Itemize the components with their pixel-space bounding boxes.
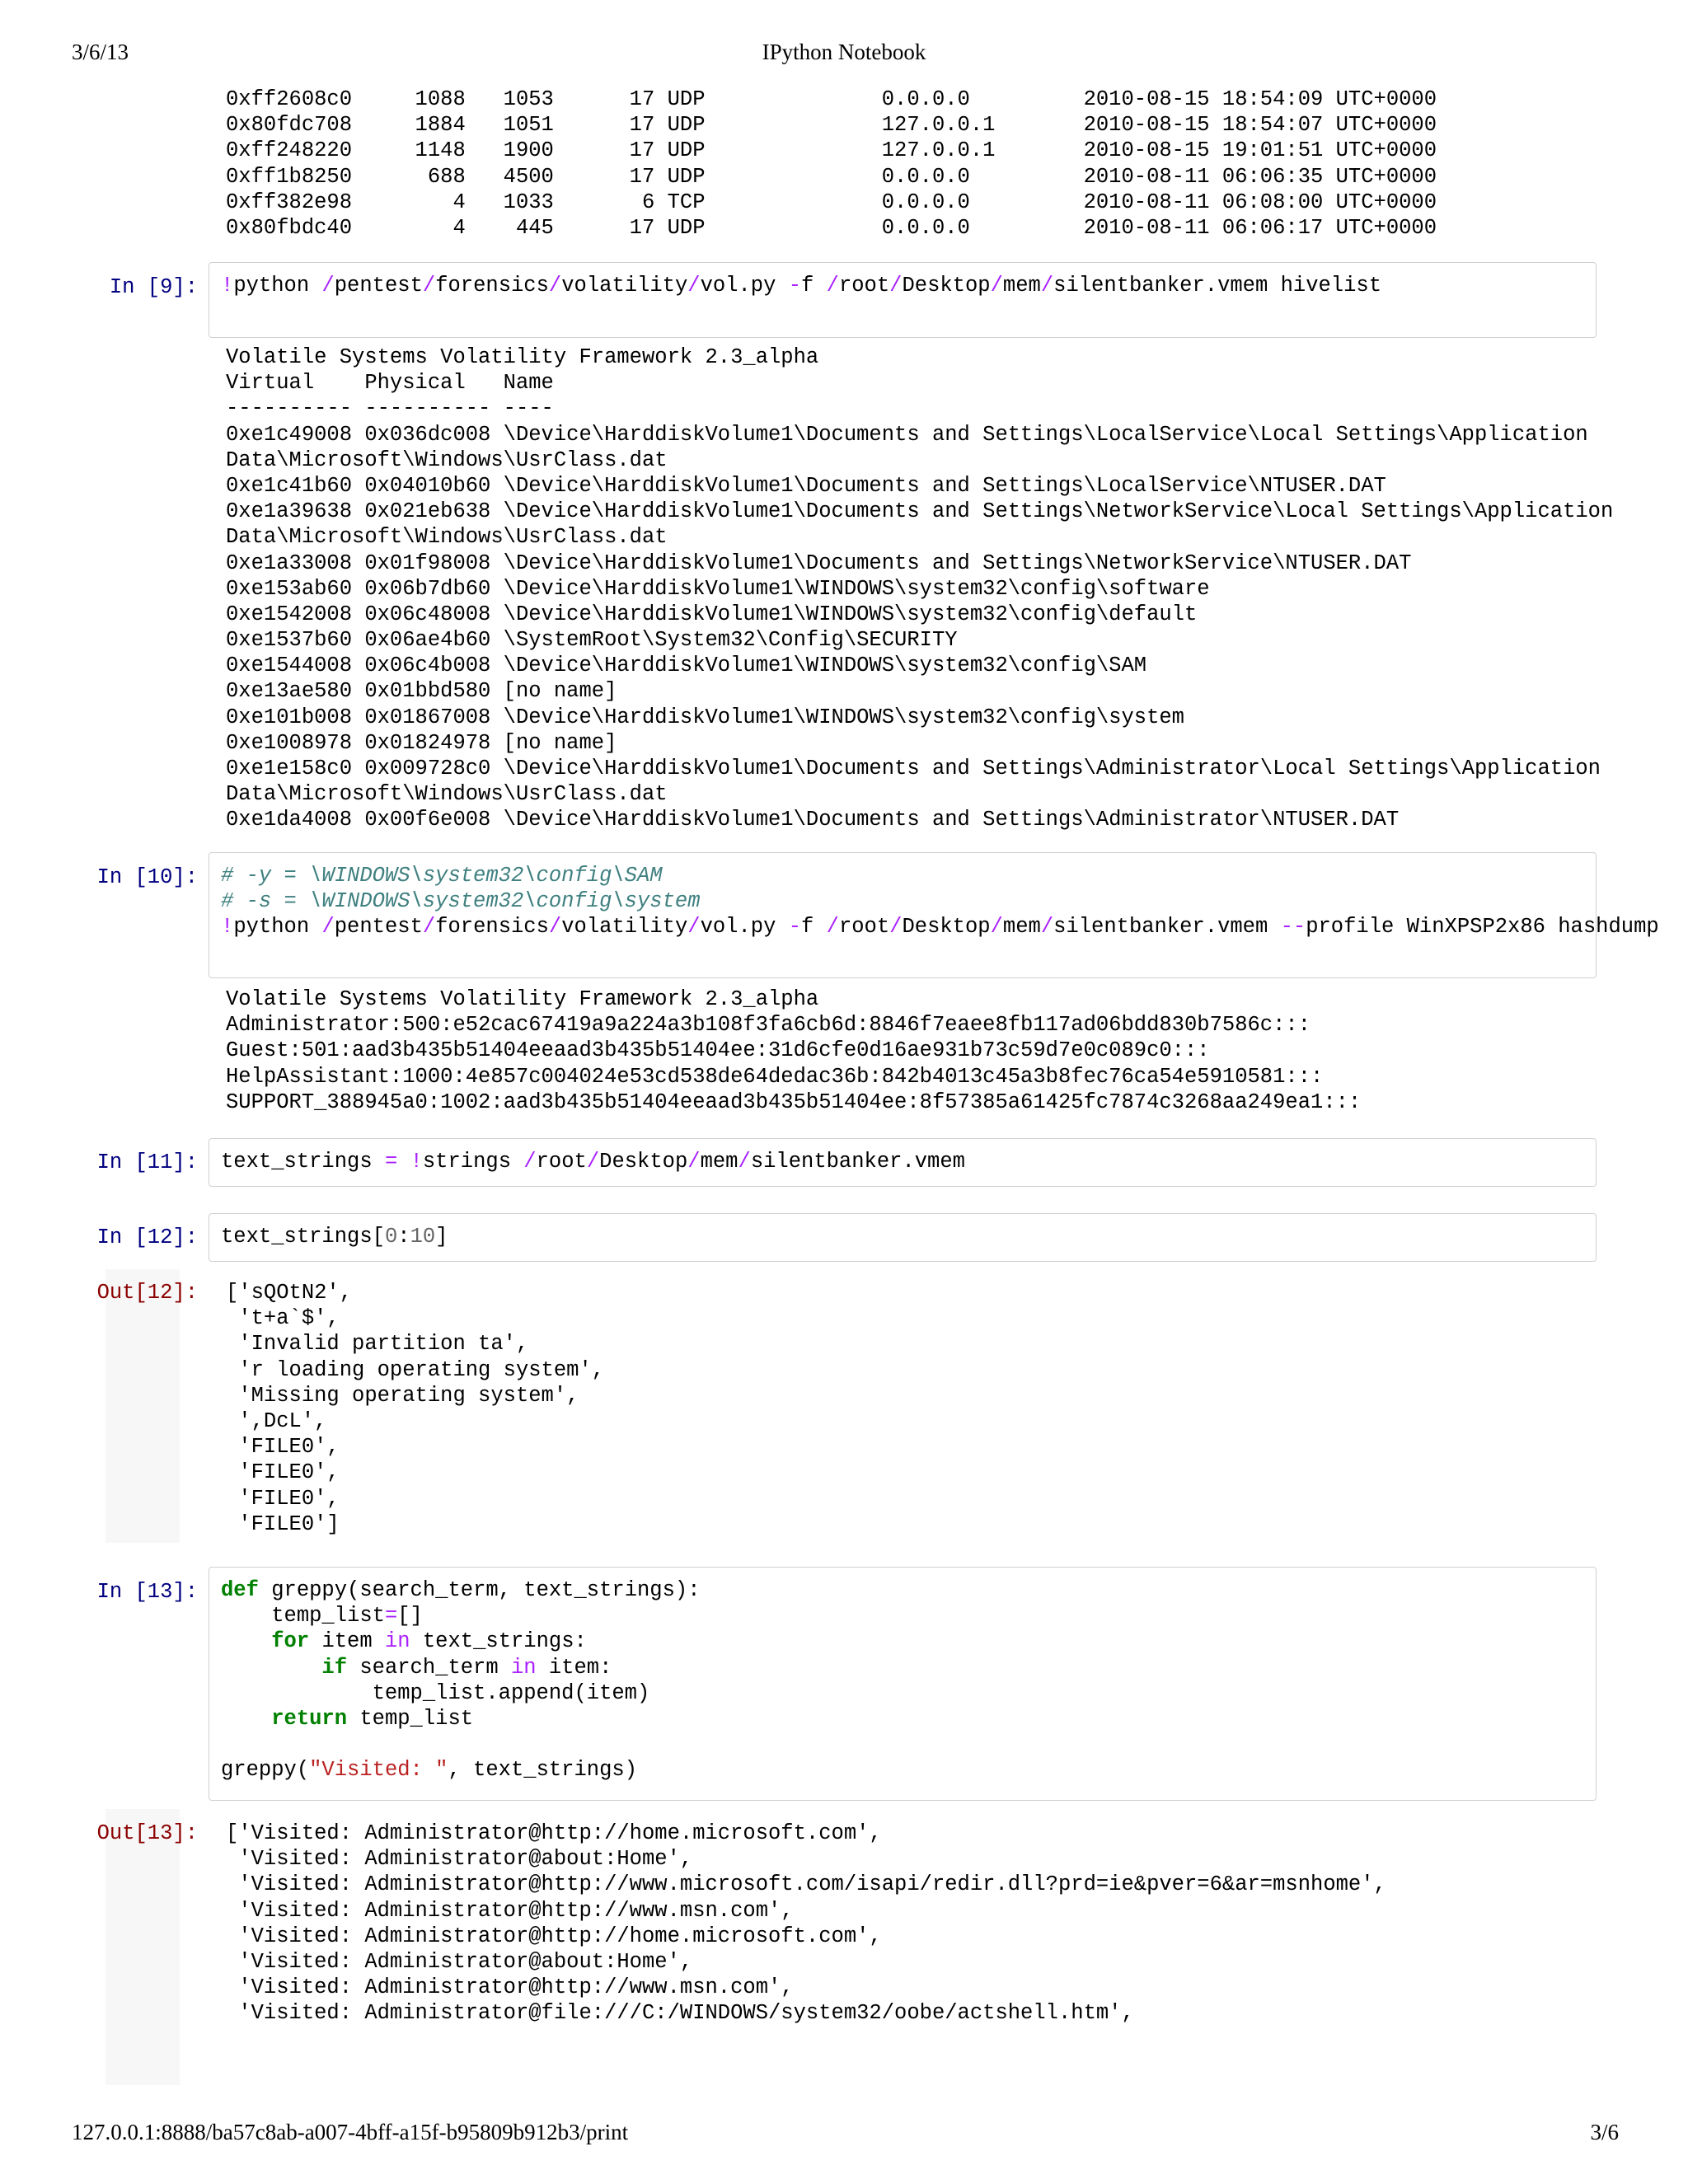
- code-token: /: [321, 274, 335, 298]
- code-token: search_term: [347, 1655, 511, 1680]
- output-line: 'Visited: Administrator@about:Home',: [226, 1847, 693, 1872]
- code-line: [221, 1629, 1596, 1654]
- print-header: [0, 40, 1688, 73]
- output-line: Guest:501:aad3b435b51404eeaad3b435b51404ee:31d6cfe0d16ae931b73c59d7e0c089c0:::: [226, 1038, 1210, 1063]
- code-token: /: [889, 274, 903, 298]
- output-line: 'Visited: Administrator@http://www.msn.com',: [226, 1898, 794, 1923]
- code-token: , text_strings): [448, 1758, 637, 1783]
- output-line: 'Visited: Administrator@about:Home',: [226, 1949, 693, 1974]
- output-line: 0xe1a39638 0x021eb638 \Device\HarddiskVolume1\Documents and Settings\NetworkService\Local Settings\Application: [226, 499, 1614, 524]
- code-token: /: [826, 915, 839, 940]
- output-line: 0xff2608c0 1088 1053 17 UDP 0.0.0.0 2010-08-15 18:54:09 UTC+0000: [226, 87, 1437, 111]
- output-line: 'FILE0',: [226, 1460, 340, 1485]
- output-line: 'Visited: Administrator@http://home.microsoft.com',: [226, 1924, 882, 1948]
- output-line: 0x80fdc708 1884 1051 17 UDP 127.0.0.1 2010-08-15 18:54:07 UTC+0000: [226, 113, 1437, 138]
- output-line: 'Invalid partition ta',: [226, 1332, 529, 1357]
- output-line: 0xe1a33008 0x01f98008 \Device\HarddiskVolume1\Documents and Settings\NetworkService\NTUSER.DAT: [226, 551, 1412, 575]
- code-cell-9[interactable]: [209, 262, 1597, 338]
- code-token: strings: [422, 1150, 524, 1174]
- code-token: [221, 1707, 271, 1731]
- code-token: =: [384, 1150, 398, 1174]
- output-line: 0xe1537b60 0x06ae4b60 \SystemRoot\System32\Config\SECURITY: [226, 628, 958, 653]
- code-token: forensics: [435, 274, 549, 298]
- output-line: 0xe1e158c0 0x009728c0 \Device\HarddiskVolume1\Documents and Settings\Administrator\Local Settings\Application: [226, 757, 1601, 780]
- code-token: /: [1040, 274, 1054, 298]
- code-line: [221, 1757, 1596, 1783]
- code-token: temp_list: [347, 1706, 474, 1731]
- output-line: 0xe1008978 0x01824978 [no name]: [226, 730, 617, 755]
- output-line: 0xff248220 1148 1900 17 UDP 127.0.0.1 2010-08-15 19:01:51 UTC+0000: [226, 138, 1437, 163]
- code-token: def: [221, 1578, 259, 1602]
- code-token: !: [221, 274, 234, 298]
- code-token: -: [788, 274, 802, 298]
- output-line: ',DcL',: [226, 1408, 327, 1433]
- prompt-in-10: In [10]:: [96, 865, 198, 889]
- code-token: --: [1280, 915, 1306, 940]
- output-line: 0xff1b8250 688 4500 17 UDP 0.0.0.0 2010-08-11 06:06:35 UTC+0000: [226, 164, 1437, 189]
- code-token: volatility: [561, 274, 688, 298]
- output-line: 0xff382e98 4 1033 6 TCP 0.0.0.0 2010-08-11 06:08:00 UTC+0000: [226, 190, 1437, 214]
- prompt-out-13: Out[13]:: [96, 1821, 198, 1845]
- output-line: HelpAssistant:1000:4e857c004024e53cd538de64dedac36b:842b4013c45a3b8fec76ca54e5910581:::: [226, 1064, 1324, 1089]
- print-title: IPython Notebook: [762, 40, 926, 64]
- code-line: [221, 1577, 1596, 1603]
- code-cell-10[interactable]: [209, 852, 1659, 978]
- print-footer: [0, 2120, 1688, 2153]
- output-line: 0xe1c49008 0x036dc008 \Device\HarddiskVolume1\Documents and Settings\LocalService\Local Settings\Application: [226, 422, 1588, 447]
- output-line: Data\Microsoft\Windows\UsrClass.dat: [226, 782, 668, 807]
- code-token: f: [801, 274, 827, 298]
- code-token: profile WinXPSP2x86 hashdump: [1306, 915, 1659, 940]
- code-token: silentbanker.vmem: [1053, 915, 1281, 940]
- code-token: item:: [536, 1655, 612, 1680]
- code-token: Desktop: [902, 915, 991, 940]
- greppy-output: [226, 1821, 1386, 2027]
- code-token: /: [586, 1150, 600, 1174]
- output-line: 'Visited: Administrator@http://www.microsoft.com/isapi/redir.dll?prd=ie&pver=6&ar=msnhome',: [226, 1872, 1386, 1897]
- code-token: item: [309, 1629, 385, 1654]
- code-token: temp_list.append(item): [221, 1680, 650, 1705]
- code-token: /: [422, 915, 436, 940]
- code-line: [221, 273, 1596, 298]
- output-line: ---------- ---------- ----: [226, 396, 554, 421]
- code-token: [221, 1656, 321, 1680]
- code-token: /: [738, 1150, 751, 1174]
- code-token: /: [422, 274, 436, 298]
- code-line: [221, 1706, 1596, 1732]
- code-token: [221, 1629, 271, 1653]
- code-line: [221, 888, 1596, 914]
- prompt-in-11: In [11]:: [96, 1151, 198, 1174]
- code-token: root: [536, 1150, 587, 1174]
- output-line: SUPPORT_388945a0:1002:aad3b435b51404eeaad3b435b51404ee:8f57385a61425fc7874c3268aa249ea1:::: [226, 1090, 1362, 1114]
- hivelist-output: [226, 344, 1613, 833]
- prompt-out-12: Out[12]:: [96, 1281, 198, 1305]
- code-token: root: [838, 915, 890, 940]
- output-line: 0xe13ae580 0x01bbd580 [no name]: [226, 679, 617, 704]
- code-token: /: [889, 915, 903, 940]
- output-line: Virtual Physical Name: [226, 371, 554, 396]
- code-token: /: [548, 915, 562, 940]
- output-line: Administrator:500:e52cac67419a9a224a3b108f3fa6cb6d:8846f7eaee8fb117ad06bdd830b7586c:::: [226, 1013, 1311, 1038]
- code-token: text_strings[: [221, 1225, 385, 1249]
- code-token: 10: [410, 1225, 436, 1249]
- print-url: 127.0.0.1:8888/ba57c8ab-a007-4bff-a15f-b95809b912b3/print: [72, 2120, 629, 2144]
- code-token: for: [271, 1629, 310, 1654]
- code-token: Desktop: [599, 1150, 688, 1174]
- output-line: 0xe1542008 0x06c48008 \Device\HarddiskVolume1\WINDOWS\system32\config\default: [226, 602, 1198, 626]
- code-token: [397, 1150, 410, 1174]
- code-token: mem: [1002, 915, 1041, 940]
- connections-output: [226, 87, 1437, 241]
- code-token: -: [788, 915, 802, 940]
- code-token: :: [397, 1225, 410, 1249]
- output-line: ['sQOtN2',: [226, 1281, 353, 1305]
- code-token: greppy(: [221, 1758, 310, 1783]
- code-token: pentest: [334, 915, 423, 940]
- code-token: ]: [435, 1225, 448, 1249]
- output-line: 'FILE0']: [226, 1511, 340, 1536]
- code-line: [221, 863, 1596, 888]
- output-line: 'FILE0',: [226, 1435, 340, 1460]
- code-token: vol.py: [700, 274, 789, 298]
- prompt-in-12: In [12]:: [96, 1226, 198, 1249]
- output-area-shade-12: [106, 1269, 180, 1543]
- output-line: Volatile Systems Volatility Framework 2.3_alpha: [226, 987, 819, 1011]
- code-token: /: [687, 1150, 701, 1174]
- code-token: Desktop: [902, 274, 991, 298]
- strings-output: [226, 1280, 604, 1537]
- output-line: 0xe1544008 0x06c4b008 \Device\HarddiskVolume1\WINDOWS\system32\config\SAM: [226, 654, 1147, 678]
- print-date: 3/6/13: [72, 40, 129, 64]
- output-line: Data\Microsoft\Windows\UsrClass.dat: [226, 448, 668, 472]
- output-line: 'FILE0',: [226, 1486, 340, 1511]
- output-line: 0x80fbdc40 4 445 17 UDP 0.0.0.0 2010-08-11 06:06:17 UTC+0000: [226, 215, 1437, 240]
- output-line: 0xe1da4008 0x00f6e008 \Device\HarddiskVolume1\Documents and Settings\Administrator\NTUSER.DAT: [226, 808, 1400, 832]
- code-token: =: [384, 1604, 398, 1629]
- code-token: 0: [384, 1225, 398, 1249]
- code-token: /: [523, 1150, 537, 1174]
- code-token: in: [384, 1629, 410, 1654]
- code-line: [221, 1732, 1596, 1757]
- output-line: 'Visited: Administrator@http://www.msn.com',: [226, 1975, 794, 2000]
- code-token: vol.py: [700, 915, 789, 940]
- output-line: 'r loading operating system',: [226, 1357, 605, 1382]
- output-line: 't+a`$',: [226, 1306, 340, 1331]
- code-token: return: [271, 1706, 348, 1731]
- code-token: /: [548, 274, 562, 298]
- output-line: 'Visited: Administrator@file:///C:/WINDOWS/system32/oobe/actshell.htm',: [226, 2001, 1134, 2026]
- output-area-shade-13: [106, 1809, 180, 2085]
- code-token: mem: [700, 1150, 738, 1174]
- code-token: volatility: [561, 915, 688, 940]
- code-token: # -y = \WINDOWS\system32\config\SAM: [221, 864, 663, 888]
- code-token: /: [1040, 915, 1054, 940]
- code-token: /: [990, 915, 1003, 940]
- code-token: /: [321, 915, 335, 940]
- code-token: /: [990, 274, 1003, 298]
- code-line: [221, 1224, 1596, 1249]
- code-token: !: [410, 1150, 423, 1174]
- code-token: "Visited: ": [309, 1758, 448, 1783]
- code-token: silentbanker.vmem hivelist: [1053, 274, 1382, 298]
- code-token: root: [838, 274, 890, 298]
- code-token: !: [221, 915, 234, 940]
- prompt-in-9: In [9]:: [109, 275, 198, 299]
- code-cell-13[interactable]: [209, 1567, 1597, 1801]
- code-token: forensics: [435, 915, 549, 940]
- code-line: [221, 914, 1659, 940]
- code-token: in: [510, 1655, 537, 1680]
- code-token: []: [397, 1604, 423, 1629]
- code-line: [221, 1680, 1596, 1706]
- code-token: mem: [1002, 274, 1041, 298]
- code-token: # -s = \WINDOWS\system32\config\system: [221, 889, 701, 914]
- code-line: [221, 1603, 1596, 1629]
- output-line: 'Missing operating system',: [226, 1383, 579, 1408]
- output-line: Data\Microsoft\Windows\UsrClass.dat: [226, 525, 668, 550]
- code-token: f: [801, 915, 827, 940]
- code-token: silentbanker.vmem: [750, 1150, 965, 1174]
- output-line: 0xe153ab60 0x06b7db60 \Device\HarddiskVolume1\WINDOWS\system32\config\software: [226, 576, 1210, 601]
- output-line: Volatile Systems Volatility Framework 2.3_alpha: [226, 345, 819, 369]
- hashdump-output: [226, 987, 1361, 1115]
- code-token: if: [321, 1655, 348, 1680]
- print-page-number: 3/6: [1590, 2120, 1619, 2144]
- output-line: 0xe101b008 0x01867008 \Device\HarddiskVolume1\WINDOWS\system32\config\system: [226, 705, 1184, 729]
- code-cell-11[interactable]: [209, 1138, 1597, 1187]
- code-cell-12[interactable]: [209, 1213, 1597, 1262]
- code-token: python: [233, 274, 322, 298]
- code-token: pentest: [334, 274, 423, 298]
- code-line: [221, 1149, 1596, 1174]
- code-token: /: [687, 274, 701, 298]
- code-token: text_strings: [221, 1150, 385, 1174]
- code-token: text_strings:: [410, 1629, 587, 1654]
- code-token: /: [826, 274, 839, 298]
- code-line: [221, 1655, 1596, 1680]
- output-line: 0xe1c41b60 0x04010b60 \Device\HarddiskVolume1\Documents and Settings\LocalService\NTUSER.DAT: [226, 473, 1386, 498]
- code-token: greppy(search_term, text_strings):: [258, 1578, 701, 1602]
- code-token: python: [233, 915, 322, 940]
- output-line: ['Visited: Administrator@http://home.microsoft.com',: [226, 1821, 882, 1845]
- prompt-in-13: In [13]:: [96, 1580, 198, 1604]
- code-token: temp_list: [221, 1604, 385, 1629]
- code-token: /: [687, 915, 701, 940]
